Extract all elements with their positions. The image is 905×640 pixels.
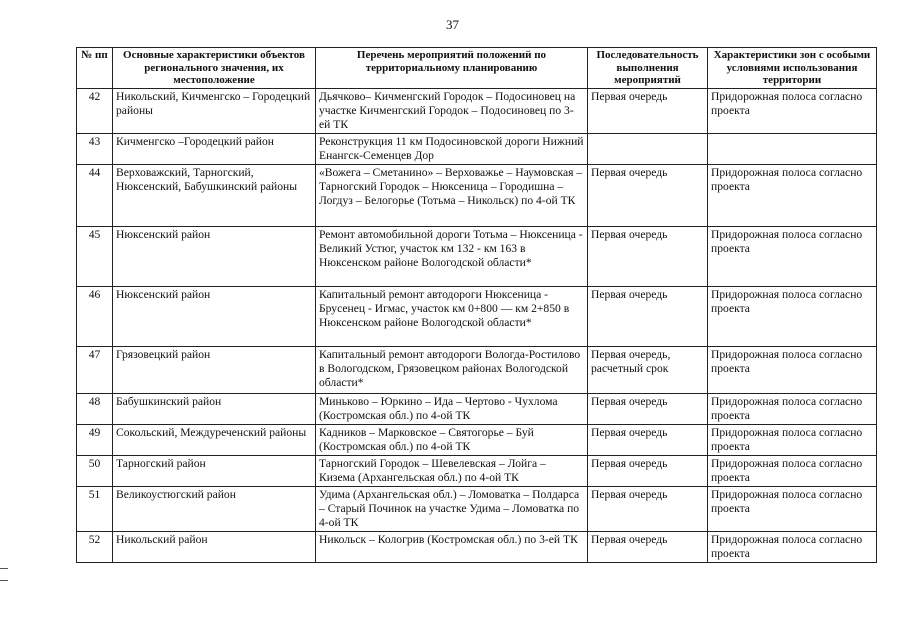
table-header-row [77, 48, 877, 89]
row-zone: Придорожная полоса согласно проекта [708, 226, 877, 286]
row-location: Никольский, Кичменгско – Городецкий районы [113, 88, 316, 133]
row-location: Грязовецкий район [113, 346, 316, 393]
page-number: 37 [446, 17, 459, 32]
table-row [77, 486, 877, 531]
row-location: Сокольский, Междуреченский районы [113, 424, 316, 455]
row-measure: Удима (Архангельская обл.) – Ломоватка – Полдарса – Старый Починок на участке Удима – Ломоватка по 4-ой ТК [316, 486, 588, 531]
row-measure: Капитальный ремонт автодороги Нюксеница - Брусенец - Игмас, участок км 0+800 — км 2+850 в Нюксенском районе Вологодской области* [316, 286, 588, 346]
row-num: 43 [77, 133, 113, 164]
header-num: № пп [77, 48, 113, 89]
row-zone: Придорожная полоса согласно проекта [708, 486, 877, 531]
measures-table [76, 47, 877, 563]
row-location: Кичменгско –Городецкий район [113, 133, 316, 164]
header-measures: Перечень мероприятий положений по территориальному планированию [316, 48, 588, 89]
row-zone [708, 133, 877, 164]
row-sequence: Первая очередь [588, 286, 708, 346]
row-sequence: Первая очередь [588, 88, 708, 133]
header-characteristics: Основные характеристики объектов регионального значения, их местоположение [113, 48, 316, 89]
row-zone: Придорожная полоса согласно проекта [708, 531, 877, 562]
row-zone: Придорожная полоса согласно проекта [708, 424, 877, 455]
table-row [77, 455, 877, 486]
row-sequence: Первая очередь [588, 531, 708, 562]
table-row [77, 226, 877, 286]
row-num: 45 [77, 226, 113, 286]
edge-mark [0, 568, 8, 569]
table-row [77, 164, 877, 226]
table-row [77, 133, 877, 164]
row-location: Тарногский район [113, 455, 316, 486]
row-zone: Придорожная полоса согласно проекта [708, 164, 877, 226]
row-num: 48 [77, 393, 113, 424]
row-zone: Придорожная полоса согласно проекта [708, 393, 877, 424]
row-num: 42 [77, 88, 113, 133]
table-row [77, 286, 877, 346]
row-zone: Придорожная полоса согласно проекта [708, 455, 877, 486]
row-sequence: Первая очередь [588, 486, 708, 531]
row-location: Верховажский, Тарногский, Нюксенский, Бабушкинский районы [113, 164, 316, 226]
row-sequence: Первая очередь [588, 226, 708, 286]
row-location: Нюксенский район [113, 226, 316, 286]
row-sequence: Первая очередь [588, 455, 708, 486]
row-sequence: Первая очередь, расчетный срок [588, 346, 708, 393]
row-num: 49 [77, 424, 113, 455]
table-row [77, 424, 877, 455]
row-zone: Придорожная полоса согласно проекта [708, 286, 877, 346]
row-location: Великоустюгский район [113, 486, 316, 531]
row-measure: Никольск – Кологрив (Костромская обл.) по 3-ей ТК [316, 531, 588, 562]
row-sequence: Первая очередь [588, 424, 708, 455]
row-num: 52 [77, 531, 113, 562]
table-row [77, 393, 877, 424]
table-row [77, 88, 877, 133]
row-num: 51 [77, 486, 113, 531]
row-measure: Капитальный ремонт автодороги Вологда-Ростилово в Вологодском, Грязовецком районах Вологодской области* [316, 346, 588, 393]
row-measure: «Вожега – Сметанино» – Верховажье – Наумовская – Тарногский Городок – Нюксеница – Городишна – Логдуз – Белогорье (Тотьма – Никольск) по 4-ой ТК [316, 164, 588, 226]
header-sequence: Последовательность выполнения мероприятий [588, 48, 708, 89]
row-zone: Придорожная полоса согласно проекта [708, 88, 877, 133]
header-zones: Характеристики зон с особыми условиями использования территории [708, 48, 877, 89]
row-num: 44 [77, 164, 113, 226]
row-num: 50 [77, 455, 113, 486]
row-measure: Дьячково– Кичменгский Городок – Подосиновец на участке Кичменгский Городок – Подосиновец по 3-ей ТК [316, 88, 588, 133]
row-sequence [588, 133, 708, 164]
row-num: 47 [77, 346, 113, 393]
row-measure: Тарногский Городок – Шевелевская – Лойга – Кизема (Архангельская обл.) по 4-ой ТК [316, 455, 588, 486]
row-measure: Реконструкция 11 км Подосиновской дороги Нижний Енангск-Семенцев Дор [316, 133, 588, 164]
row-measure: Ремонт автомобильной дороги Тотьма – Нюксеница - Великий Устюг, участок км 132 - км 163 в Нюксенском районе Вологодской области* [316, 226, 588, 286]
row-zone: Придорожная полоса согласно проекта [708, 346, 877, 393]
row-location: Никольский район [113, 531, 316, 562]
row-sequence: Первая очередь [588, 164, 708, 226]
table-row [77, 531, 877, 562]
edge-mark [0, 580, 8, 581]
row-location: Нюксенский район [113, 286, 316, 346]
table-body [77, 88, 877, 562]
row-measure: Кадников – Марковское – Святогорье – Буй (Костромская обл.) по 4-ой ТК [316, 424, 588, 455]
row-num: 46 [77, 286, 113, 346]
table-row [77, 346, 877, 393]
row-sequence: Первая очередь [588, 393, 708, 424]
row-location: Бабушкинский район [113, 393, 316, 424]
row-measure: Миньково – Юркино – Ида – Чертово - Чухлома (Костромская обл.) по 4-ой ТК [316, 393, 588, 424]
